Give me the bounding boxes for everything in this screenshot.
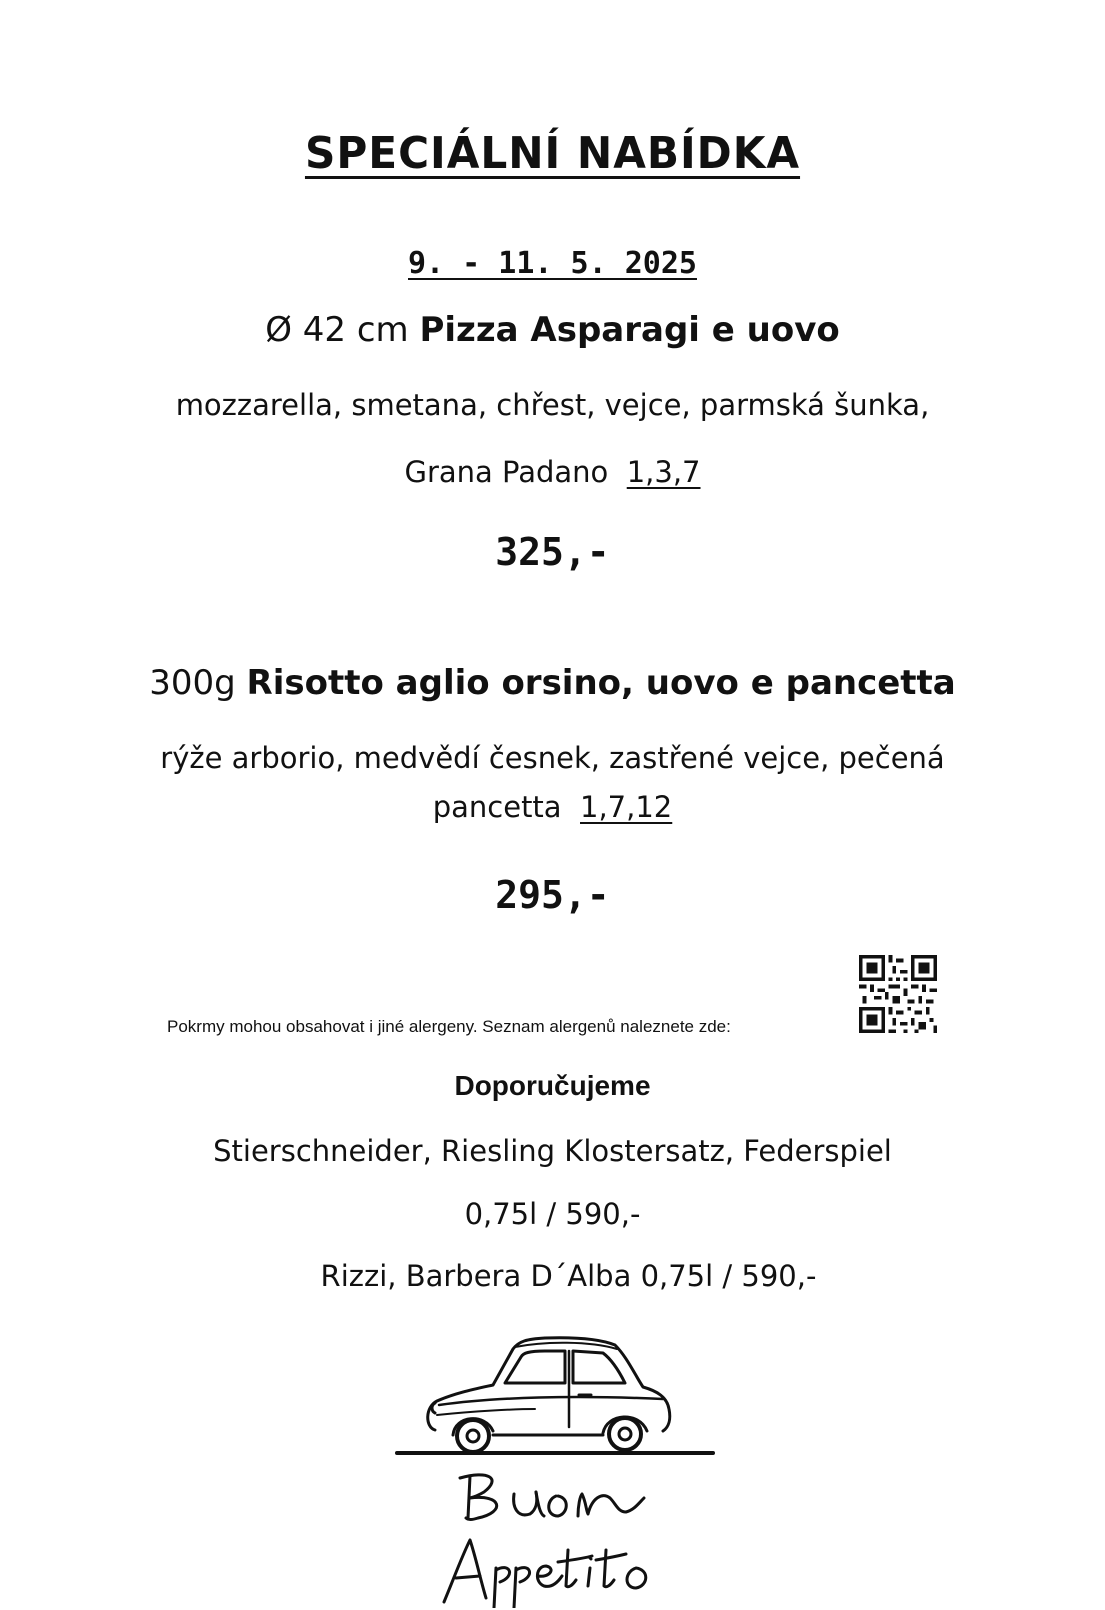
page-title: SPECIÁLNÍ NABÍDKA	[304, 128, 801, 179]
allergen-note: Pokrmy mohou obsahovat i jiné alergeny. Seznam alergenů naleznete zde:	[167, 1017, 731, 1036]
dish-1-description-line1: mozzarella, smetana, chřest, vejce, parmská šunka,	[175, 388, 930, 422]
dish-2-description-line2	[0, 790, 1105, 824]
offer-date: 9. - 11. 5. 2025	[408, 246, 697, 281]
dish-2-price: 295,-	[495, 873, 610, 917]
dish-1-price: 325,-	[495, 530, 610, 574]
dish-1-description-text: Grana Padano	[404, 455, 609, 489]
buon-appetito-signature	[440, 1468, 680, 1608]
dish-1-name: Pizza Asparagi e uovo	[419, 310, 840, 350]
qr-code-icon[interactable]	[857, 955, 939, 1033]
wine-2: Rizzi, Barbera D´Alba 0,75l / 590,-	[320, 1259, 817, 1293]
dish-1-size: Ø 42 cm	[265, 310, 409, 350]
dish-2-heading	[0, 663, 1105, 703]
dish-2-description-text: pancetta	[432, 790, 562, 824]
dish-2-allergens: 1,7,12	[580, 790, 673, 824]
dish-2-name: Risotto aglio orsino, uovo e pancetta	[246, 663, 956, 703]
dish-1-allergens: 1,3,7	[626, 455, 701, 489]
dish-1-description-line2	[0, 455, 1105, 489]
vintage-car-icon	[395, 1335, 715, 1455]
recommend-title: Doporučujeme	[454, 1070, 651, 1101]
wine-1-price: 0,75l / 590,-	[464, 1197, 641, 1231]
dish-1-heading	[0, 310, 1105, 350]
dish-2-description-line1: rýže arborio, medvědí česnek, zastřené vejce, pečená	[160, 741, 945, 775]
wine-1-name: Stierschneider, Riesling Klostersatz, Federspiel	[213, 1134, 892, 1168]
dish-2-size: 300g	[149, 663, 236, 703]
